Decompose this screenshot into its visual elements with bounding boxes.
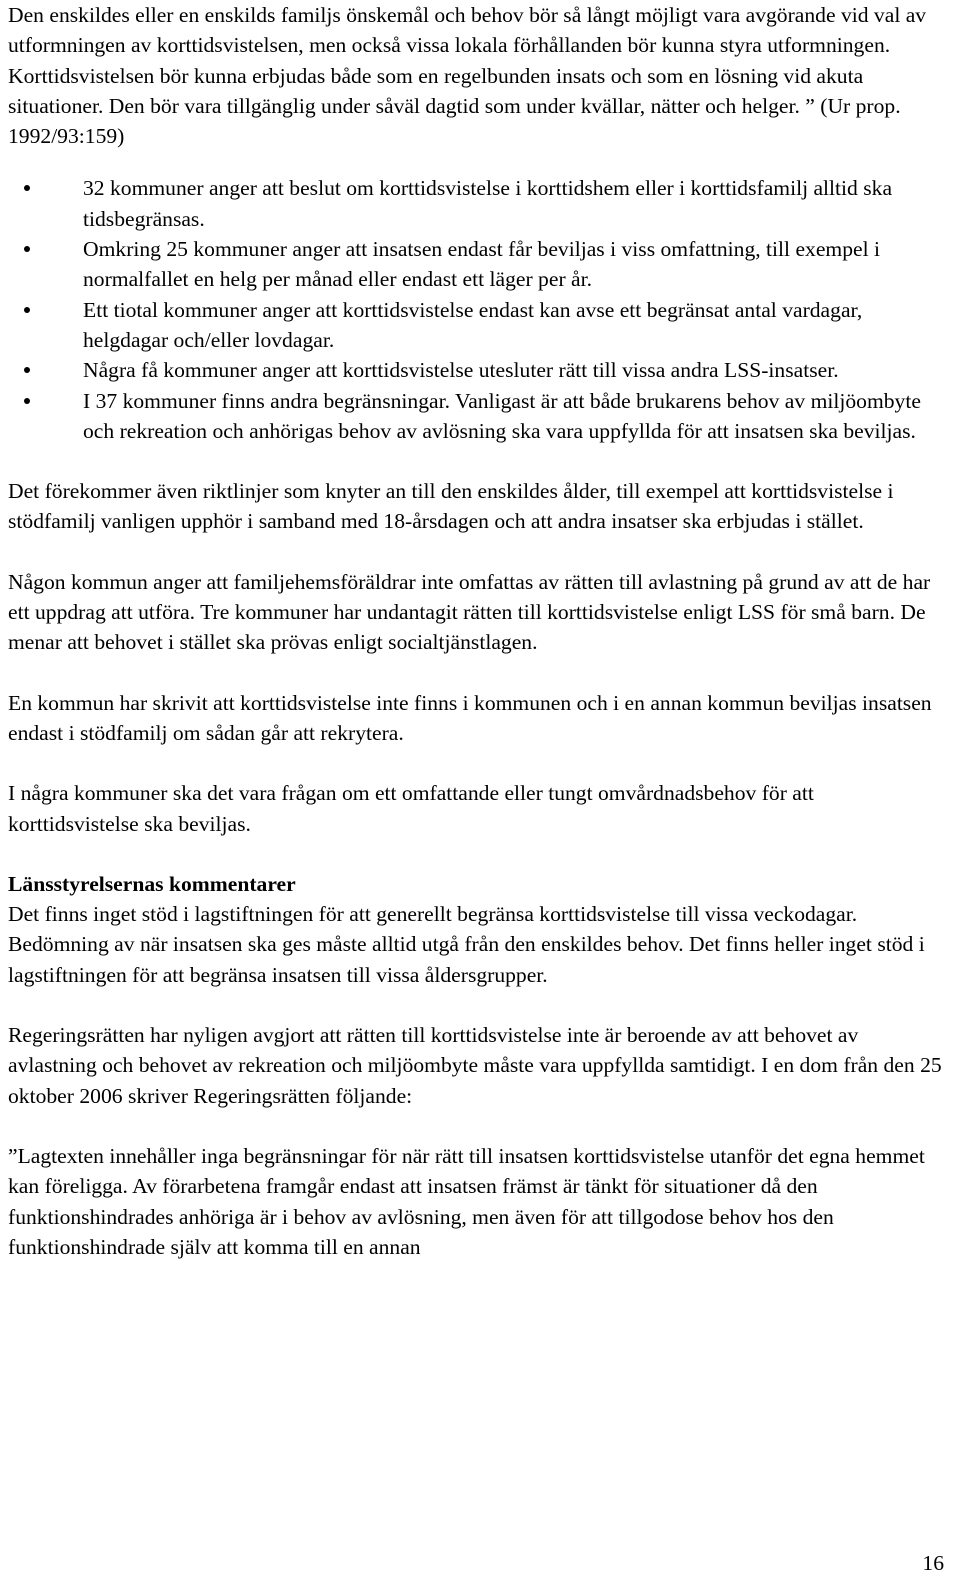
paragraph-foster-parents: Någon kommun anger att familjehemsföräldrar inte omfattas av rätten till avlastning på grund av att de har ett uppdrag att utföra. Tre kommuner har undantagit rätten till korttidsvistelse enligt LSS för små barn. De menar att behovet i stället ska prövas enligt socialtjänstlagen. [8,569,931,655]
list-item [8,295,948,356]
bullet-list [8,173,948,446]
bullet-icon [24,246,30,252]
page-number: 16 [922,1551,944,1575]
paragraph-one-municipality: En kommun har skrivit att korttidsvistelse inte finns i kommunen och i en annan kommun beviljas insatsen endast i stödfamilj om sådan går att rekrytera. [8,690,932,745]
intro-paragraph: Den enskildes eller en enskilds familjs önskemål och behov bör så långt möjligt vara avgörande vid val av utformningen av korttidsvistelsen, men också vissa lokala förhållanden bör kunna styra utformningen. Korttidsvistelsen bör kunna erbjudas både som en regelbunden insats och som en lösning vid akuta situationer. Den bör vara tillgänglig under såväl dagtid som under kvällar, nätter och helger. ” (Ur prop. 1992/93:159) [8,3,927,149]
list-item [8,386,948,447]
bullet-icon [24,367,30,373]
list-item-text: I 37 kommuner finns andra begränsningar. Vanligast är att både brukarens behov av miljöombyte och rekreation och anhörigas behov av avlösning ska vara uppfyllda för att insatsen ska beviljas. [83,388,921,443]
paragraph-care-needs: I några kommuner ska det vara frågan om ett omfattande eller tungt omvårdnadsbehov för att korttidsvistelse ska beviljas. [8,781,814,836]
bullet-icon [24,307,30,313]
list-item [8,234,948,295]
court-quote: ”Lagtexten innehåller inga begränsningar för när rätt till insatsen korttidsvistelse utanför det egna hemmet kan föreligga. Av förarbetena framgår endast att insatsen främst är tänkt för situationer då den funktionshindrades anhöriga är i behov av avlösning, men även för att tillgodose behov hos den funktionshindrade själv att komma till en annan [8,1143,925,1259]
list-item-text: 32 kommuner anger att beslut om korttidsvistelse i korttidshem eller i korttidsfamilj alltid ska tidsbegränsas. [83,176,893,231]
document-page [8,0,948,1262]
paragraph-county-comments: Det finns inget stöd i lagstiftningen för att generellt begränsa korttidsvistelse till vissa veckodagar. Bedömning av när insatsen ska ges måste alltid utgå från den enskildes behov. Det finns heller inget stöd i lagstiftningen för att begränsa insatsen till vissa åldersgrupper. [8,902,925,987]
section-heading: Länsstyrelsernas kommentarer [8,871,296,896]
list-item-text: Några få kommuner anger att korttidsvistelse utesluter rätt till vissa andra LSS-insatser. [83,358,839,383]
list-item [8,355,948,385]
list-item-text: Omkring 25 kommuner anger att insatsen endast får beviljas i viss omfattning, till exempel i normalfallet en helg per månad eller endast ett läger per år. [83,237,880,292]
list-item-text: Ett tiotal kommuner anger att korttidsvistelse endast kan avse ett begränsat antal vardagar, helgdagar och/eller lovdagar. [83,297,863,352]
paragraph-court-ruling: Regeringsrätten har nyligen avgjort att rätten till korttidsvistelse inte är beroende av att behovet av avlastning och behovet av rekreation och miljöombyte måste vara uppfyllda samtidigt. I en dom från den 25 oktober 2006 skriver Regeringsrätten följande: [8,1023,942,1108]
bullet-icon [24,398,30,404]
paragraph-age-guidelines: Det förekommer även riktlinjer som knyter an till den enskildes ålder, till exempel att korttidsvistelse i stödfamilj vanligen upphör i samband med 18-årsdagen och att andra insatser ska erbjudas i stället. [8,479,894,534]
list-item [8,173,948,234]
bullet-icon [24,185,30,191]
